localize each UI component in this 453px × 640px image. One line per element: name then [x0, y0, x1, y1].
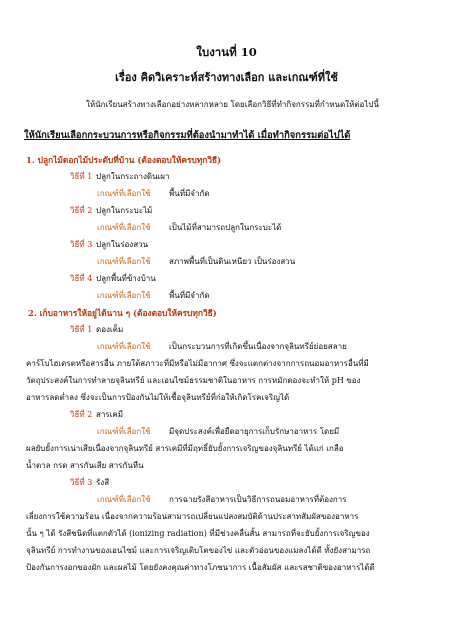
criteria-label: เกณฑ์ที่เลือกใช้	[97, 427, 151, 436]
worksheet-title: ใบงานที่ 10	[196, 45, 257, 59]
criteria-text: เป็นไม้ที่สามารถปลูกในกระบะได้	[169, 223, 282, 232]
criteria-label: เกณฑ์ที่เลือกใช้	[97, 342, 151, 351]
method-label: วิธีที่ 4	[70, 274, 93, 283]
method-label: วิธีที่ 2	[70, 206, 93, 215]
intro-text: ให้นักเรียนสร้างทางเลือกอย่างหลากหลาย โดยเลือกวิธีที่ทำกิจกรรมที่กำหนดให้ต่อไปนี้	[86, 100, 379, 109]
section-heading: 1. ปลูกไม้ดอกไม้ประดับที่บ้าน (ต้องตอบให้ครบทุกวิธี)	[26, 155, 222, 165]
method-text: สารเคมี	[96, 410, 124, 419]
criteria-continuation: ผลยับยั้งการเน่าเสียเนื่องจากจุลินทรีย์ สารเคมีที่มีฤทธิ์ยับยั้งการเจริญของจุลินทรีย์ ได้แก่ เกลือ	[26, 444, 344, 453]
criteria-text: พื้นที่มีจำกัด	[169, 189, 210, 198]
worksheet-subtitle: เรื่อง คิดวิเคราะห์สร้างทางเลือก และเกณฑ์ที่ใช้	[115, 71, 338, 84]
section-heading: 2. เก็บอาหารให้อยู่ได้นาน ๆ (ต้องตอบให้ครบทุกวิธี)	[28, 308, 217, 318]
method-text: ปลูกในกระบะไม้	[96, 206, 153, 215]
criteria-continuation: จุลินทรีย์ การทำงานของเอนไซม์ และการเจริญเติบโตของไข่ และตัวอ่อนของแมลงได้ดี ทั้งยังสามารถ	[26, 546, 371, 555]
instruction-heading: ให้นักเรียนเลือกกระบวนการหรือกิจกรรมที่ต้องนำมาทำได้ เมื่อทำกิจกรรมต่อไปได้	[24, 130, 351, 141]
criteria-label: เกณฑ์ที่เลือกใช้	[97, 189, 151, 198]
criteria-text: สภาพพื้นที่เป็นดินเหนียว เป็นร่องสวน	[169, 257, 296, 266]
method-label: วิธีที่ 1	[70, 325, 93, 334]
criteria-label: เกณฑ์ที่เลือกใช้	[97, 291, 151, 300]
method-label: วิธีที่ 3	[70, 478, 93, 487]
criteria-continuation: นั้น ๆ ได้ รังสีชนิดที่แตกตัวได้ (ionizing radiation) ที่มีช่วงคลื่นสั้น สามารถที่จะยับยั้งการเจริญของ	[26, 529, 370, 538]
method-label: วิธีที่ 2	[70, 410, 93, 419]
criteria-label: เกณฑ์ที่เลือกใช้	[97, 223, 151, 232]
method-text: ปลูกพื้นที่ข้างบ้าน	[96, 274, 156, 283]
method-text: รังสี	[96, 478, 110, 487]
criteria-continuation: เลี่ยงการใช้ความร้อน เนื่องจากความร้อนสามารถเปลี่ยนแปลงสมบัติด้านประสาทสัมผัสของอาหาร	[26, 512, 359, 521]
criteria-continuation: อาหารลดต่ำลง ซึ่งจะเป็นการป้องกันไม่ให้เชื้อจุลินทรีย์ที่ก่อให้เกิดโรคเจริญได้	[26, 393, 290, 402]
criteria-label: เกณฑ์ที่เลือกใช้	[97, 257, 151, 266]
criteria-continuation: คาร์โบไฮเดรตหรือสารอื่น ภายใต้สภาวะที่มีหรือไม่มีอากาศ ซึ่งจะแตกต่างจากการถนอมอาหารอื่นที่มี	[26, 359, 369, 368]
method-text: ปลูกในกระถางดินเผา	[96, 172, 170, 181]
criteria-label: เกณฑ์ที่เลือกใช้	[97, 495, 151, 504]
method-text: ปลูกในร่องสวน	[96, 240, 149, 249]
criteria-text: การฉายรังสีอาหารเป็นวิธีการถนอมอาหารที่ต้องการ	[169, 495, 347, 504]
criteria-continuation: วัตถุประสงค์ในการทำลายจุลินทรีย์ และเอนไซม์ธรรมชาติในอาหาร การหมักดองจะทำให้ pH ของ	[26, 376, 361, 385]
criteria-text: มีจุดประสงค์เพื่อยืดอายุการเก็บรักษาอาหาร โดยมี	[169, 427, 340, 436]
criteria-continuation: น้ำตาล กรด สารกันเสีย สารกันหืน	[26, 461, 144, 470]
method-label: วิธีที่ 1	[70, 172, 93, 181]
criteria-continuation: ป้องกันการงอกของผัก และผลไม้ โดยยังคงคุณค่าทางโภชนาการ เนื้อสัมผัส และรสชาติของอาหารได้ดี	[26, 563, 375, 572]
criteria-text: พื้นที่มีจำกัด	[169, 291, 210, 300]
criteria-text: เป็นกระบวนการที่เกิดขึ้นเนื่องจากจุลินทรีย์ย่อยสลาย	[169, 342, 347, 351]
method-text: ดองเค็ม	[96, 325, 124, 334]
method-label: วิธีที่ 3	[70, 240, 93, 249]
